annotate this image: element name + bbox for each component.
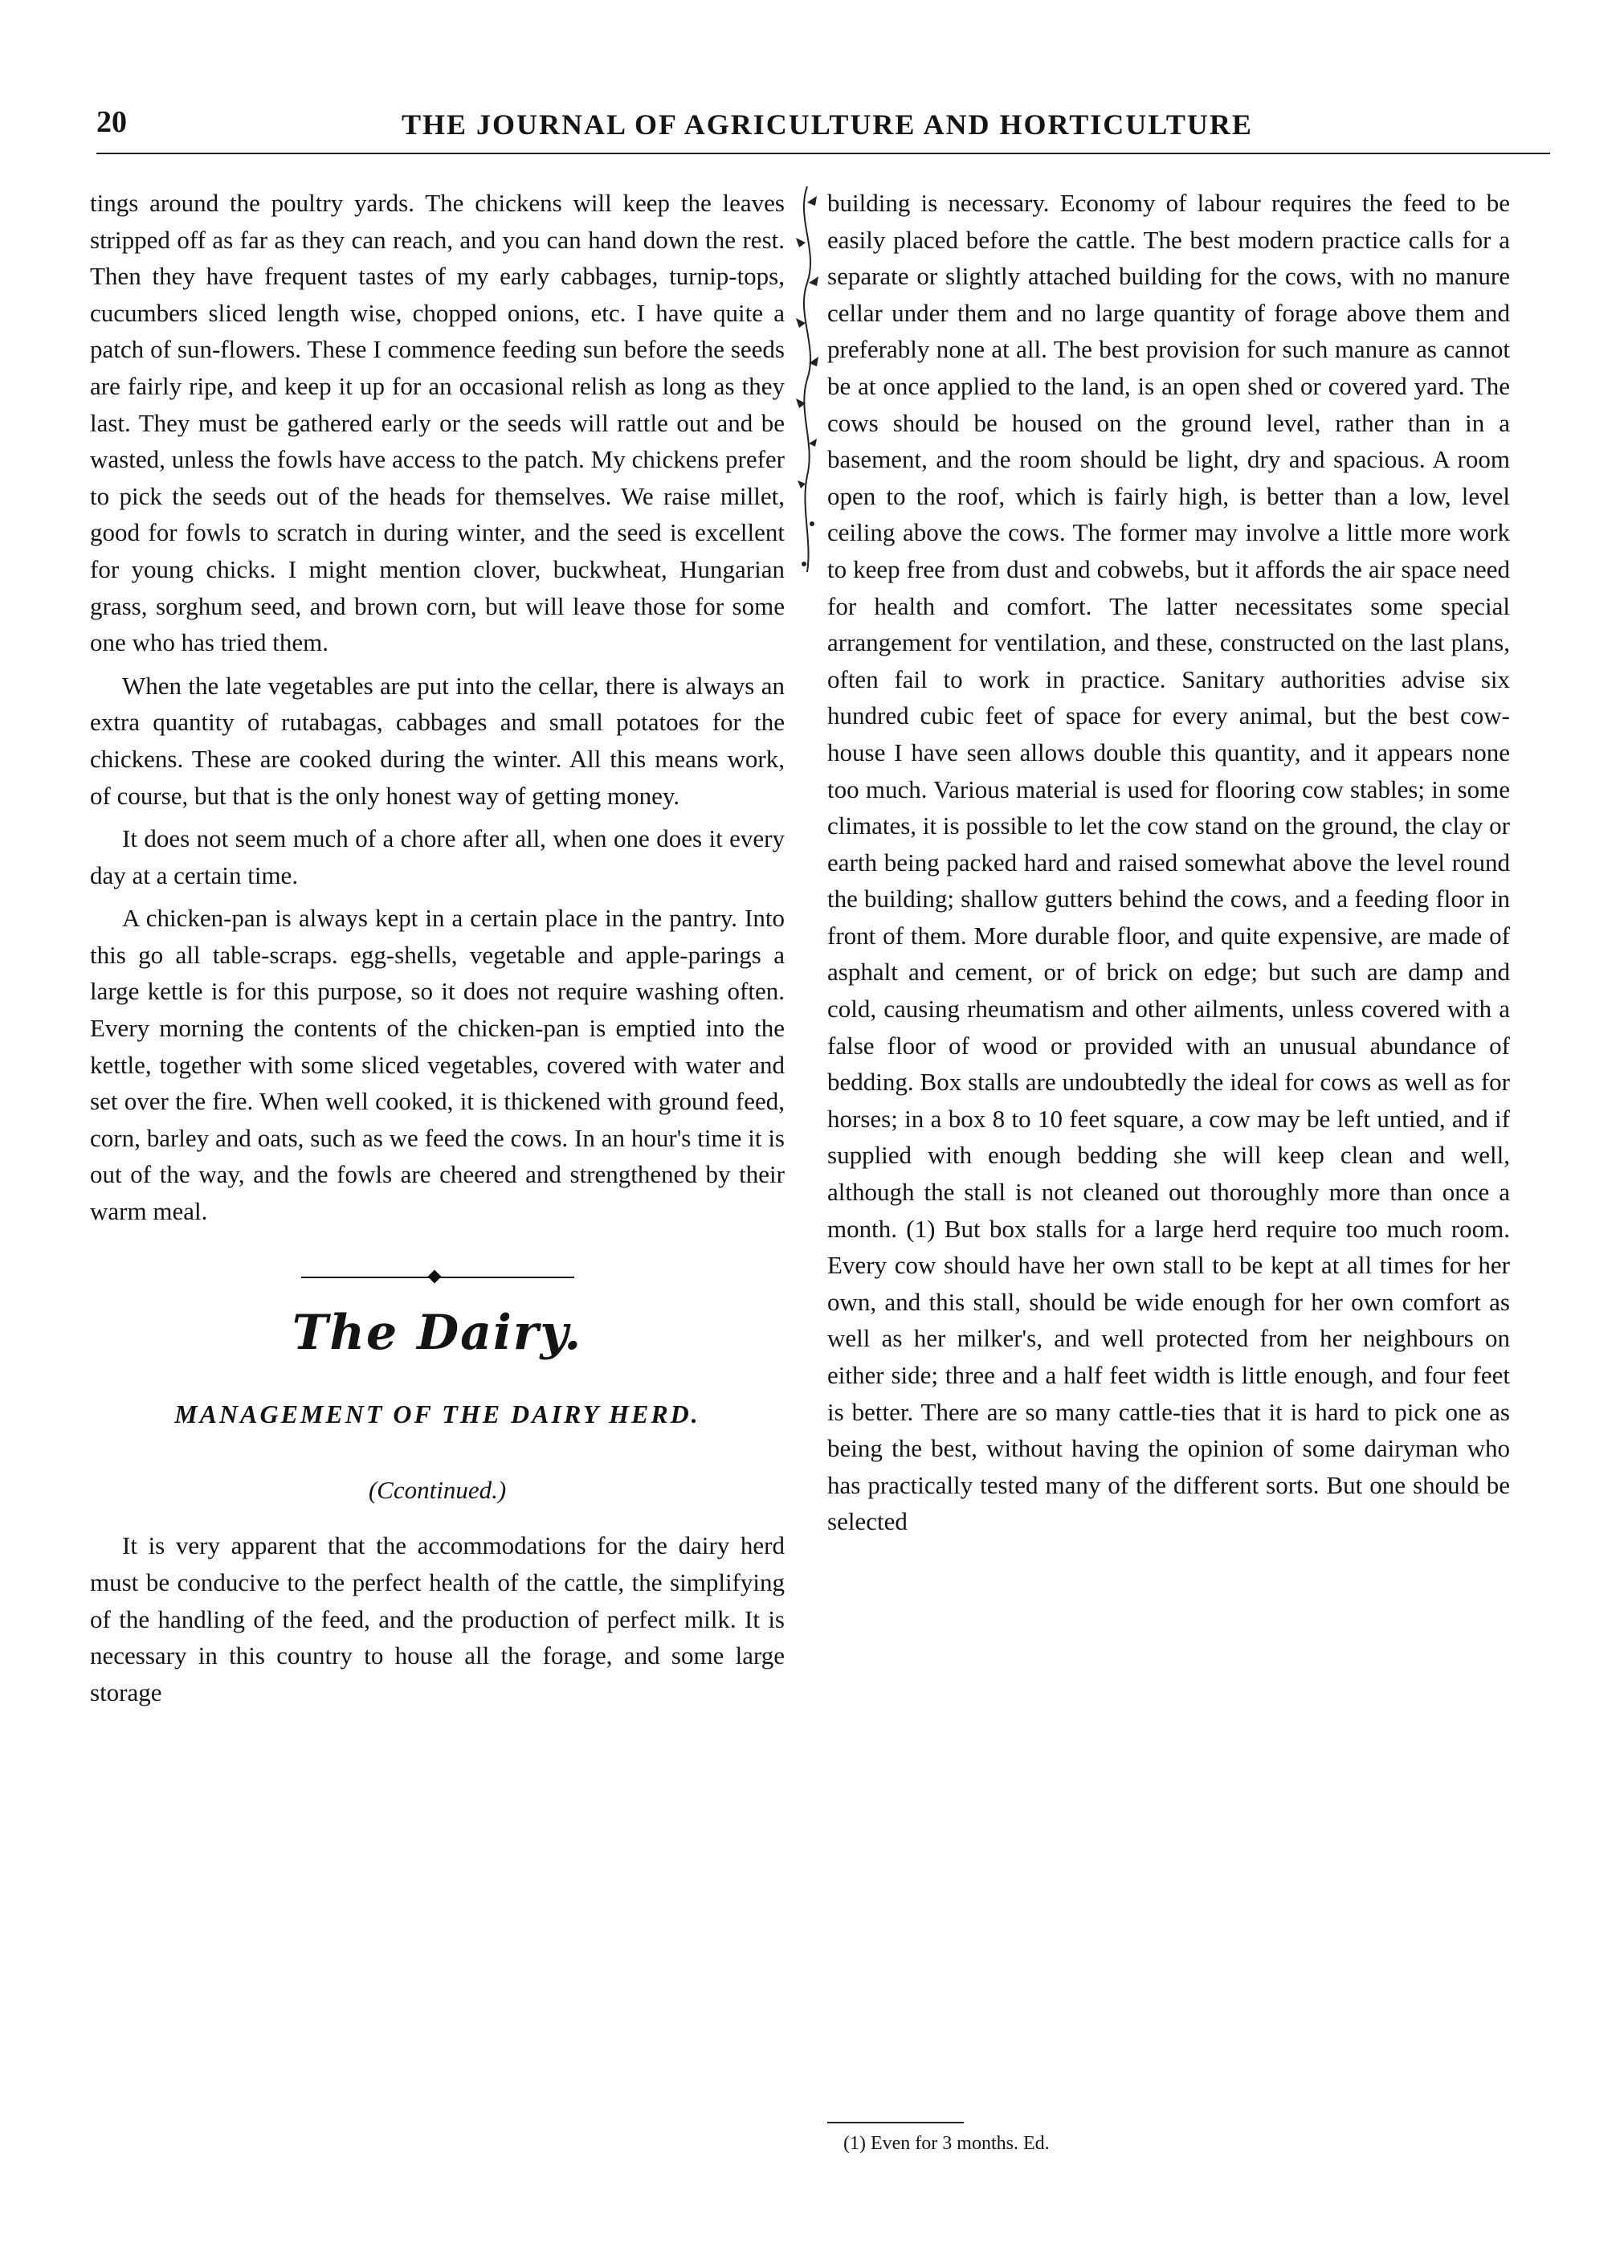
divider-ornament xyxy=(427,1269,441,1283)
running-title: THE JOURNAL OF AGRICULTURE AND HORTICULTURE xyxy=(402,108,1253,141)
paragraph: building is necessary. Economy of labour requires the feed to be easily placed before the cattle. The best modern practice calls for a separate or slightly attached building for the cows, with no manure cellar under them and no large quantity of forage above them and preferably none at all. The best provision for such manure as cannot be at once applied to the land, is an open shed or covered yard. The cows should be housed on the ground level, rather than in a basement, and the room should be light, dry and spacious. A room open to the roof, which is fairly high, is better than a low, level ceiling above the cows. The former may involve a little more work to keep free from dust and cobwebs, but it affords the air space need for health and comfort. The latter necessitates some special arrangement for ventilation, and these, constructed on the last plans, often fail to work in practice. Sanitary authorities advise six hundred cubic feet of space for every animal, but the best cow-house I have seen allows double this quantity, and it appears none too much. Various material is used for flooring cow stables; in some climates, it is possible to let the cow stand on the ground, the clay or earth being packed hard and raised somewhat above the level round the building; shallow gutters behind the cows, and a feeding floor in front of them. More durable floor, and quite expensive, are made of asphalt and cement, or of brick on edge; but such are damp and cold, causing rheumatism and other ailments, unless covered with a false floor of wood or provided with an unusual abundance of bedding. Box stalls are undoubtedly the ideal for cows as well as for horses; in a box 8 to 10 feet square, a cow may be left untied, and if supplied with enough bedding she will keep clean and well, although the stall is not cleaned out thoroughly more than once a month. (1) But box stalls for a large herd require too much room. Every cow should have her own stall to be kept at all times for her own, and this stall, should be wide enough for her own comfort as well as her milker's, and well protected from her neighbours on either side; three and a half feet width is little enough, and four feet is better. There are so many cattle-ties that it is hard to pick one as being the best, without having the opinion of some dairyman who has practically tested many of the different sorts. But one should be selected xyxy=(827,189,1510,1536)
paragraph: It is very apparent that the accommodations for the dairy herd must be conducive to the perfect health of the cattle, the simplifying of the handling of the feed, and the production of perfect milk. It is necessary in this country to house all the forage, and some large storage xyxy=(90,1531,785,1706)
header-rule xyxy=(96,153,1550,154)
section-heading: The Dairy. xyxy=(292,1304,583,1361)
left-column xyxy=(90,185,785,1717)
paragraph: When the late vegetables are put into the cellar, there is always an extra quantity of rutabagas, cabbages and small potatoes for the chickens. These are cooked during the winter. All this means work, of course, but that is the only honest way of getting money. xyxy=(90,671,785,810)
footnote: (1) Even for 3 months. Ed. xyxy=(843,2133,1050,2154)
page-header xyxy=(96,104,1550,145)
footnote-rule xyxy=(827,2122,964,2123)
article-title: MANAGEMENT OF THE DAIRY HERD. xyxy=(174,1400,700,1429)
continued-note: (Ccontinued.) xyxy=(368,1475,507,1504)
paragraph: A chicken-pan is always kept in a certain place in the pantry. Into this go all table-scraps. egg-shells, vegetable and apple-parings a large kettle is for this purpose, so it does not require washing often. Every morning the contents of the chicken-pan is emptied into the kettle, together with some sliced vegetables, covered with water and set over the fire. When well cooked, it is thickened with ground feed, corn, barley and oats, such as we feed the cows. In an hour's time it is out of the way, and the fowls are cheered and strengthened by their warm meal. xyxy=(90,904,785,1226)
right-column xyxy=(827,185,1510,1547)
paragraph: It does not seem much of a chore after all, when one does it every day at a certain time. xyxy=(90,824,785,889)
ivy-ornament-icon xyxy=(791,186,823,604)
page-number: 20 xyxy=(96,105,127,139)
section-divider xyxy=(301,1272,574,1283)
paragraph: tings around the poultry yards. The chickens will keep the leaves stripped off as far as they can reach, and you can hand down the rest. Then they have frequent tastes of my early cabbages, turnip-tops, cucumbers sliced length wise, chopped onions, etc. I have quite a patch of sun-flowers. These I commence feeding sun before the seeds are fairly ripe, and keep it up for an occasional relish as long as they last. They must be gathered early or the seeds will rattle out and be wasted, unless the fowls have access to the patch. My chickens prefer to pick the seeds out of the heads for themselves. We raise millet, good for fowls to scratch in during winter, and the seed is excellent for young chicks. I might mention clover, buckwheat, Hungarian grass, sorghum seed, and brown corn, but will leave those for some one who has tried them. xyxy=(90,189,785,657)
